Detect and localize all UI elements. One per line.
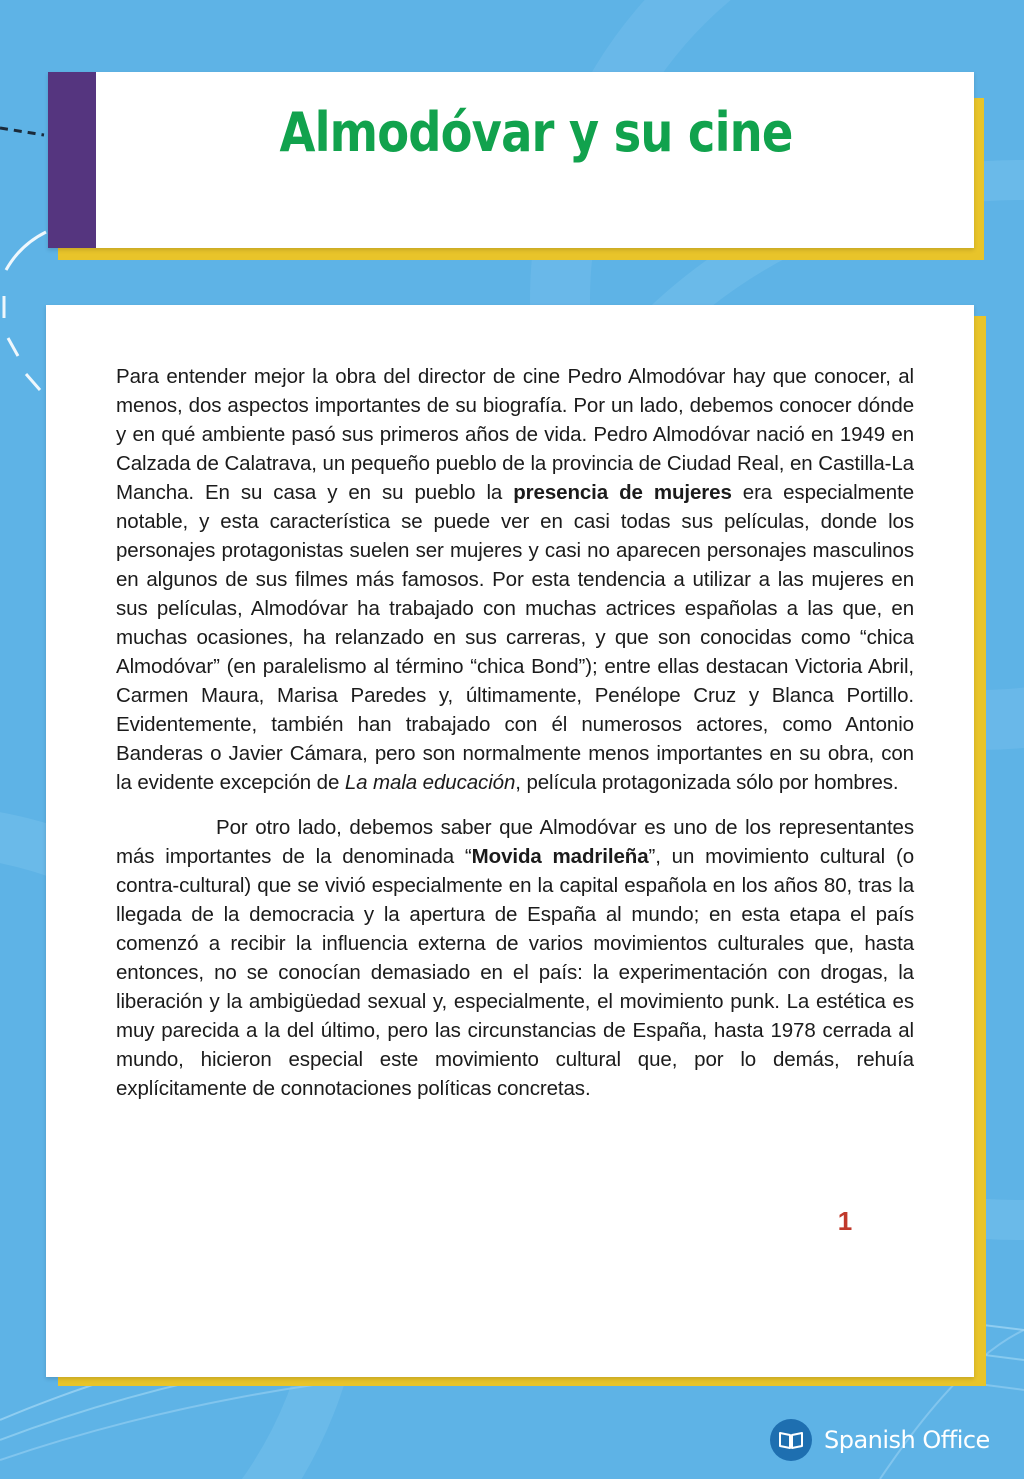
brand-name: Spanish Office	[824, 1426, 990, 1454]
bold-phrase: presencia de mujeres	[513, 481, 732, 504]
open-book-icon	[770, 1419, 812, 1461]
article-body	[116, 362, 914, 1103]
title-accent-bar	[48, 72, 96, 248]
paragraph-text: , película protagonizada sólo por hombres.	[515, 771, 899, 794]
paragraph-text: Por otro lado, debemos saber que Almodóvar es uno de los representantes más importantes de la denominada “	[116, 816, 914, 868]
page-title: Almodóvar y su cine	[279, 101, 793, 164]
bold-phrase: Movida madrileña	[471, 845, 649, 868]
paragraph-1	[116, 362, 914, 797]
page-number: 1	[837, 1206, 853, 1236]
brand-logo	[770, 1418, 990, 1462]
paragraph-text: ”, un movimiento cultural (o contra-cultural) que se vivió especialmente en la capital española en los años 80, tras la llegada de la democracia y la apertura de España al mundo; en esta etapa el país comenzó a recibir la influencia externa de varios movimientos culturales que, hasta entonces, no se conocían demasiado en el país: la experimentación con drogas, la liberación y la ambigüedad sexual y, especialmente, el movimiento punk. La estética es muy parecida a la del último, pero las circunstancias de España, hasta 1978 cerrada al mundo, hicieron especial este movimiento cultural que, por lo demás, rehuía explícitamente de connotaciones políticas concretas.	[116, 845, 914, 1100]
paragraph-text: era especialmente notable, y esta característica se puede ver en casi todas sus películas, donde los personajes protagonistas suelen ser mujeres y casi no aparecen personajes masculinos en algunos de sus filmes más famosos. Por esta tendencia a utilizar a las mujeres en sus películas, Almodóvar ha trabajado con muchas actrices españolas a las que, en muchas ocasiones, ha relanzado en sus carreras, y que son conocidas como “chica Almodóvar” (en paralelismo al término “chica Bond”); entre ellas destacan Victoria Abril, Carmen Maura, Marisa Paredes y, últimamente, Penélope Cruz y Blanca Portillo. Evidentemente, también han trabajado con él numerosos actores, como Antonio Banderas o Javier Cámara, pero son normalmente menos importantes en su obra, con la evidente excepción de	[116, 481, 915, 794]
paragraph-2	[116, 813, 914, 1103]
paragraph-text: Para entender mejor la obra del director de cine Pedro Almodóvar hay que conocer, al menos, dos aspectos importantes de su biografía. Por un lado, debemos conocer dónde y en qué ambiente pasó sus primeros años de vida. Pedro Almodóvar nació en 1949 en Calzada de Calatrava, un pequeño pueblo de la provincia de Ciudad Real, en Castilla-La Mancha. En su casa y en su pueblo la	[116, 365, 914, 504]
film-title: La mala educación	[344, 771, 516, 794]
